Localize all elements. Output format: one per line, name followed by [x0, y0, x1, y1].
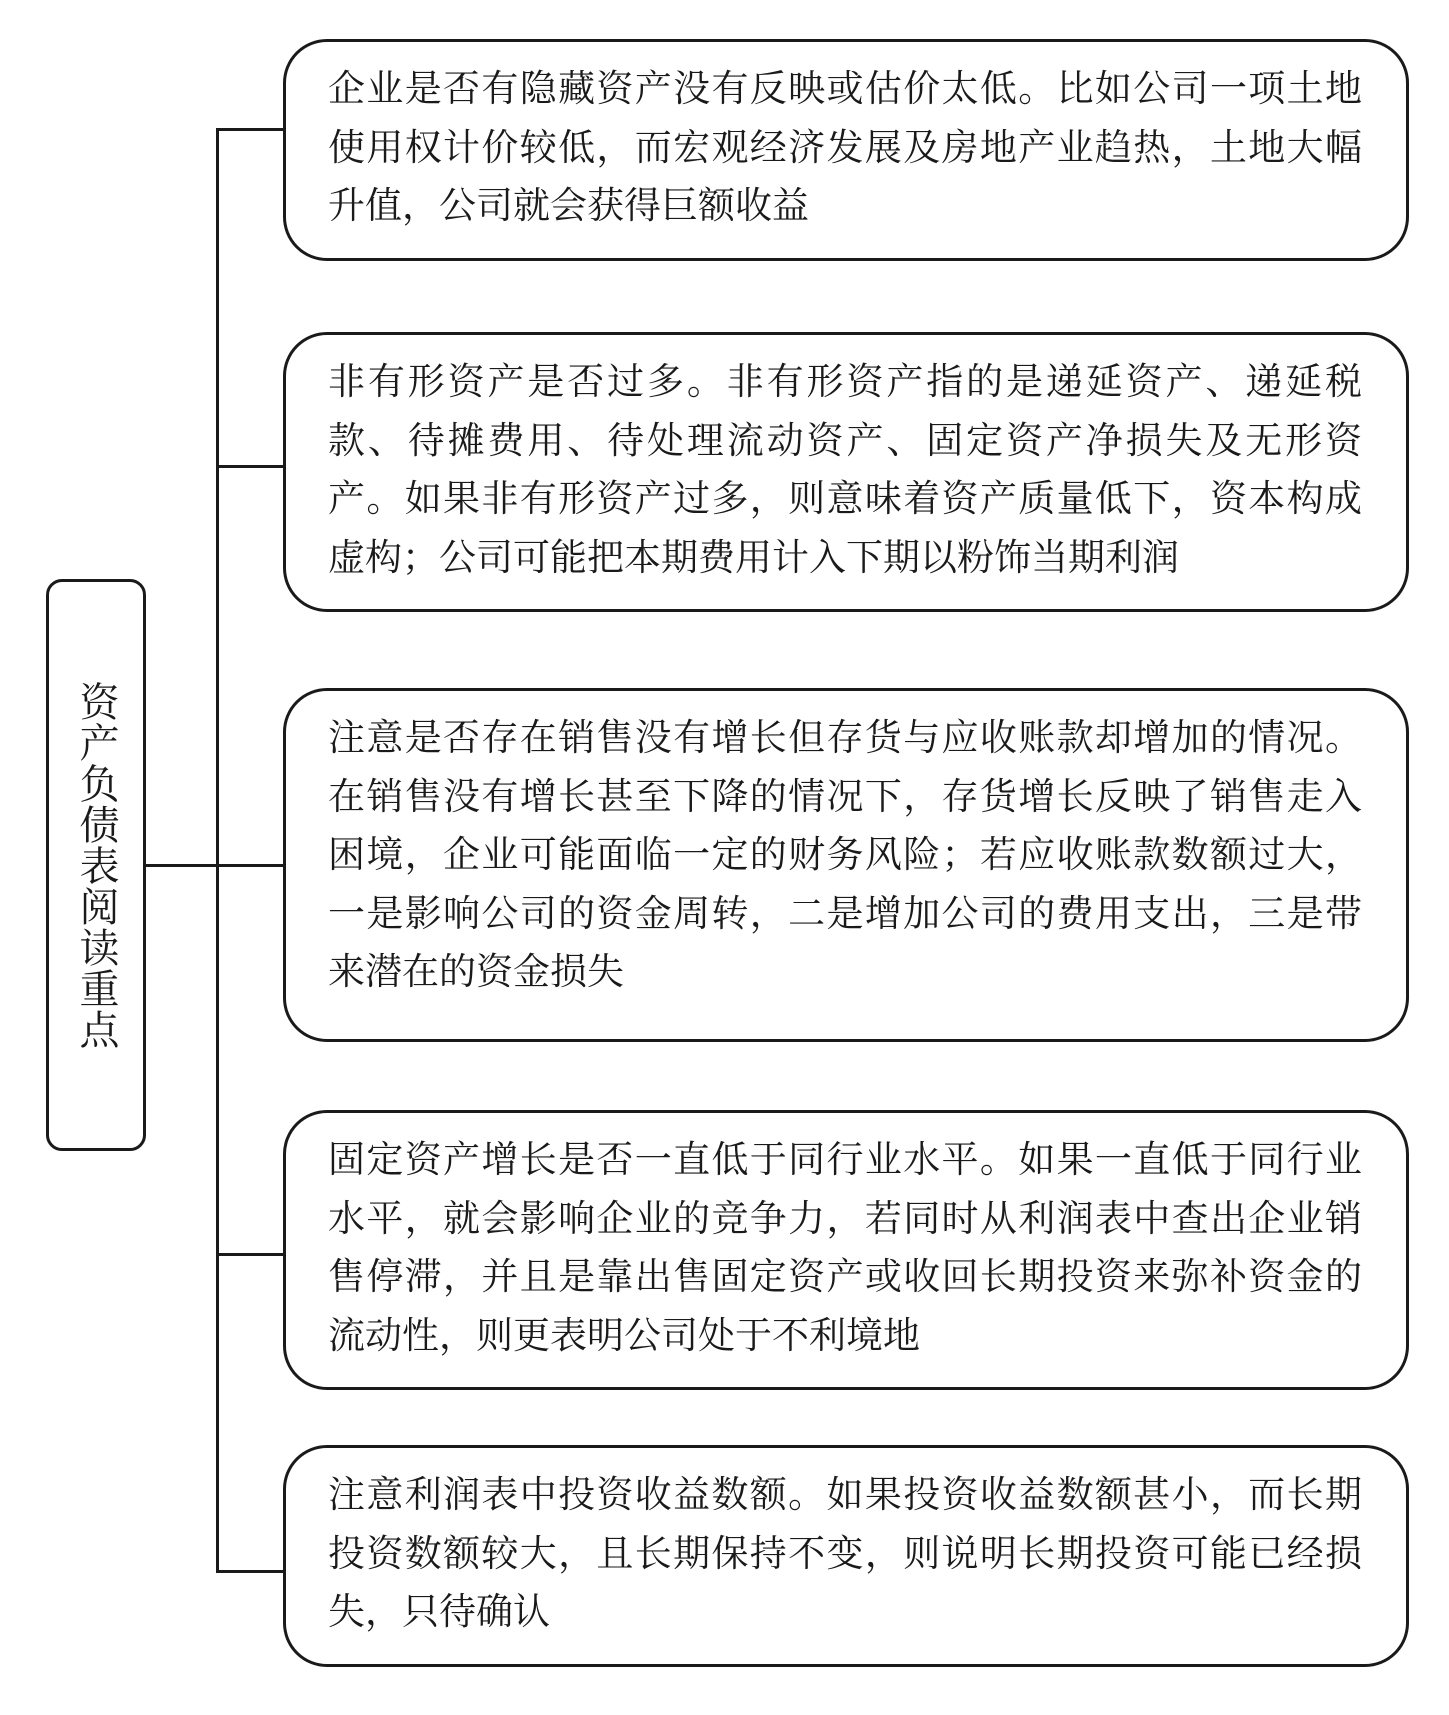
branch-text-5: 注意利润表中投资收益数额。如果投资收益数额甚小，而长期投资数额较大，且长期保持不变，则说明长期投资可能已经损失，只待确认 [328, 1473, 1362, 1633]
connector-branch-5 [216, 1570, 283, 1573]
connector-trunk [216, 128, 219, 1573]
connector-root-stem [146, 864, 218, 867]
branch-text-1: 企业是否有隐藏资产没有反映或估价太低。比如公司一项土地使用权计价较低，而宏观经济发展及房地产业趋热，土地大幅升值，公司就会获得巨额收益 [328, 67, 1362, 227]
connector-branch-1 [216, 128, 283, 131]
connector-branch-3 [216, 864, 283, 867]
branch-node-3 [283, 688, 1409, 1042]
branch-node-5 [283, 1445, 1409, 1667]
root-label: 资产负债表阅读重点 [73, 680, 119, 1050]
branch-node-2 [283, 332, 1409, 612]
root-node [46, 579, 146, 1151]
branch-text-3: 注意是否存在销售没有增长但存货与应收账款却增加的情况。在销售没有增长甚至下降的情况下，存货增长反映了销售走入困境，企业可能面临一定的财务风险；若应收账款数额过大，一是影响公司的资金周转，二是增加公司的费用支出，三是带来潜在的资金损失 [328, 716, 1362, 993]
branch-node-4 [283, 1110, 1409, 1390]
connector-branch-4 [216, 1253, 283, 1256]
connector-branch-2 [216, 465, 283, 468]
branch-text-2: 非有形资产是否过多。非有形资产指的是递延资产、递延税款、待摊费用、待处理流动资产、固定资产净损失及无形资产。如果非有形资产过多，则意味着资产质量低下，资本构成虚构；公司可能把本期费用计入下期以粉饰当期利润 [328, 360, 1362, 579]
branch-text-4: 固定资产增长是否一直低于同行业水平。如果一直低于同行业水平，就会影响企业的竞争力，若同时从利润表中查出企业销售停滞，并且是靠出售固定资产或收回长期投资来弥补资金的流动性，则更表明公司处于不利境地 [328, 1138, 1362, 1357]
branch-node-1 [283, 39, 1409, 261]
